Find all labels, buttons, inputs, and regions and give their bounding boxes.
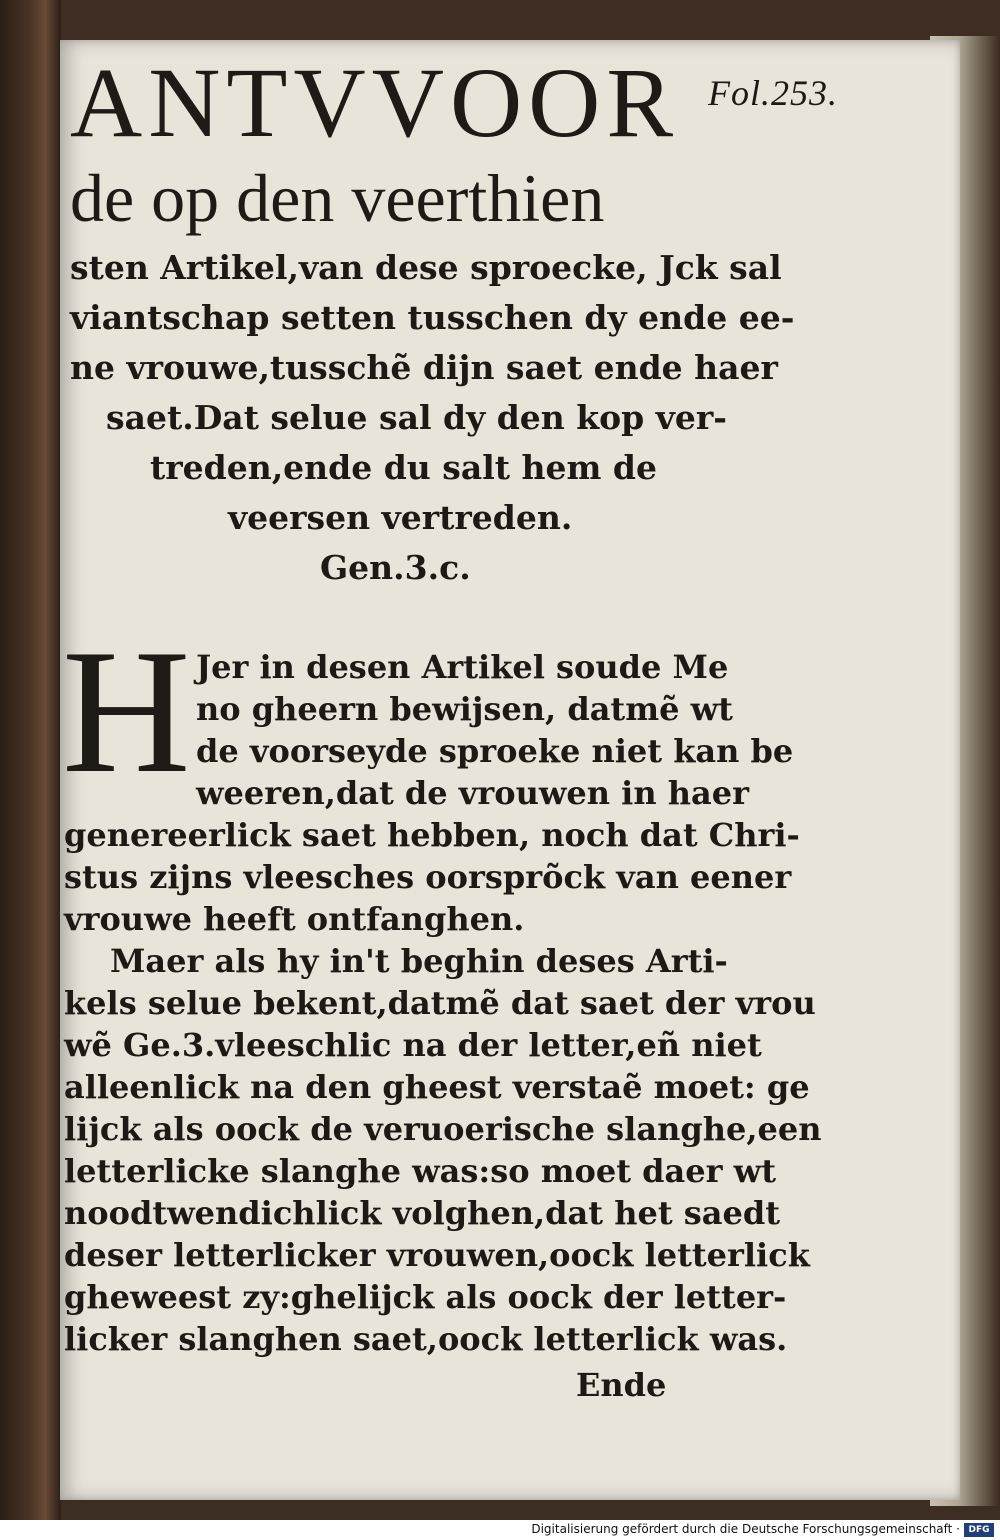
- body-line: noodtwendichlick volghen,dat het saedt: [64, 1194, 781, 1232]
- folio-number: Fol.253.: [708, 73, 838, 113]
- body-line: stus zijns vleesches oorsprõck van eener: [64, 858, 792, 896]
- heading-line: saet.Dat selue sal dy den kop ver-: [106, 398, 727, 437]
- heading-line: viantschap setten tusschen dy ende ee-: [70, 298, 795, 337]
- heading-line: sten Artikel,van dese sproecke, Jck sal: [70, 248, 782, 287]
- body-line: kels selue bekent,datmẽ dat saet der vrou: [64, 984, 816, 1022]
- body-line: wẽ Ge.3.vleeschlic na der letter,eñ niet: [64, 1026, 762, 1064]
- heading-line: treden,ende du salt hem de: [150, 448, 657, 487]
- dfg-logo: DFG: [964, 1523, 994, 1537]
- body-line: no gheern bewijsen, datmẽ wt: [196, 690, 733, 728]
- body-line: licker slanghen saet,oock letterlick was.: [64, 1320, 788, 1358]
- title-line-1: ANTVVOOR: [70, 47, 680, 158]
- drop-capital: H: [62, 612, 191, 810]
- heading-line: Gen.3.c.: [320, 548, 471, 587]
- body-line: letterlicke slanghe was:so moet daer wt: [64, 1152, 776, 1190]
- footer-credit: Digitalisierung gefördert durch die Deutsche Forschungsgemeinschaft ·: [531, 1522, 960, 1536]
- body-line: alleenlick na den gheest verstaẽ moet: ge: [64, 1068, 810, 1106]
- footer-bar: [0, 1520, 1000, 1540]
- body-line: gheweest zy:ghelijck als oock der letter-: [64, 1278, 787, 1316]
- heading-line: veersen vertreden.: [228, 498, 573, 537]
- title-line-2: de op den veerthien: [70, 160, 605, 236]
- body-line: weeren,dat de vrouwen in haer: [196, 774, 749, 812]
- heading-line: ne vrouwe,tusschẽ dijn saet ende haer: [70, 348, 778, 387]
- body-line: vrouwe heeft ontfanghen.: [64, 900, 525, 938]
- body-line: lijck als oock de veruoerische slanghe,een: [64, 1110, 822, 1148]
- body-line: Maer als hy in't beghin deses Arti-: [110, 942, 728, 980]
- body-line: deser letterlicker vrouwen,oock letterlick: [64, 1236, 810, 1274]
- catchword: Ende: [576, 1366, 667, 1404]
- body-line: de voorseyde sproeke niet kan be: [196, 732, 794, 770]
- body-line: genereerlick saet hebben, noch dat Chri-: [64, 816, 800, 854]
- body-line: Jer in desen Artikel soude Me: [196, 648, 729, 686]
